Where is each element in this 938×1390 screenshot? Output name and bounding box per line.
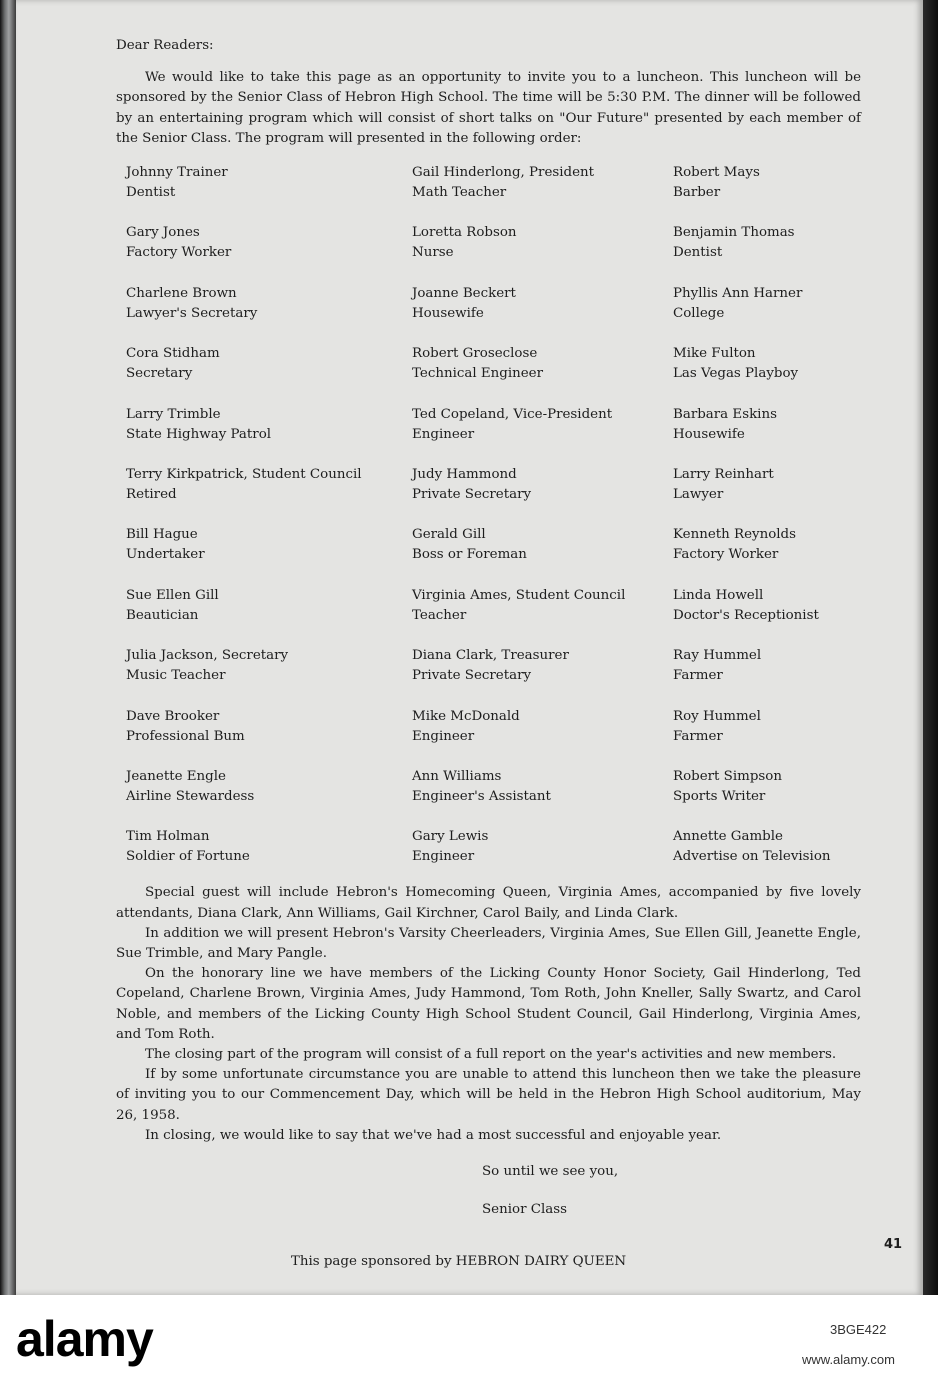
yearbook-page: [16, 0, 923, 1295]
roster-name: Judy Hammond: [412, 466, 517, 482]
book-spine-edge: [0, 0, 16, 1295]
letter-body: [116, 36, 861, 1269]
roster-name: Julia Jackson, Secretary: [126, 648, 289, 664]
roster-entry: [126, 646, 412, 686]
roster-entry: [126, 163, 412, 203]
roster-entry: [673, 525, 863, 565]
roster-name: Robert Simpson: [673, 768, 782, 784]
roster-role: College: [673, 305, 725, 321]
roster-entry: [673, 163, 863, 203]
roster-role: Engineer's Assistant: [412, 788, 551, 804]
program-roster: [126, 163, 861, 867]
roster-role: Nurse: [412, 245, 454, 261]
roster-entry: [126, 465, 412, 505]
roster-name: Cora Stidham: [126, 346, 220, 362]
roster-name: Charlene Brown: [126, 285, 237, 301]
roster-entry: [412, 405, 673, 445]
roster-name: Gary Lewis: [412, 829, 489, 845]
sponsor-line: This page sponsored by HEBRON DAIRY QUEEN: [290, 1254, 627, 1269]
roster-entry: [412, 767, 673, 807]
roster-role: Lawyer: [673, 486, 724, 502]
roster-role: Dentist: [673, 245, 723, 261]
roster-role: Doctor's Receptionist: [673, 607, 819, 623]
roster-role: Factory Worker: [126, 245, 232, 261]
roster-entry: [412, 707, 673, 747]
roster-role: Airline Stewardess: [126, 788, 255, 804]
commencement-paragraph: If by some unfortunate circumstance you are unable to attend this luncheon then we take the pleasure of inviting you to our Commencement Day, which will be held in the Hebron High School auditorium, May 26, 1958.: [116, 1067, 861, 1123]
stock-logo: alamy: [16, 1311, 153, 1367]
closing-program-paragraph: The closing part of the program will consist of a full report on the year's activities and new members.: [145, 1046, 837, 1062]
roster-entry: [412, 646, 673, 686]
intro-paragraph: We would like to take this page as an opportunity to invite you to a luncheon. This luncheon will be sponsored by the Senior Class of Hebron High School. The time will be 5:30 P.M. The dinner will be followed by an entertaining program which will consist of short talks on "Our Future" presented by each member of the Senior Class. The program will presented in the following order:: [116, 70, 861, 146]
roster-role: Math Teacher: [412, 185, 507, 201]
image-id: 3BGE422: [830, 1322, 887, 1337]
roster-entry: [673, 223, 863, 263]
roster-name: Gail Hinderlong, President: [412, 165, 595, 181]
roster-name: Phyllis Ann Harner: [673, 285, 803, 301]
page-edge-shadow: [923, 0, 938, 1295]
roster-role: Factory Worker: [673, 547, 779, 563]
stock-url: www.alamy.com: [802, 1352, 895, 1367]
roster-name: Virginia Ames, Student Council: [412, 587, 626, 603]
roster-role: Housewife: [412, 305, 484, 321]
roster-name: Bill Hague: [126, 527, 198, 543]
roster-name: Linda Howell: [673, 587, 764, 603]
roster-name: Robert Mays: [673, 165, 760, 181]
roster-entry: [412, 525, 673, 565]
roster-role: Professional Bum: [126, 728, 245, 744]
roster-role: State Highway Patrol: [126, 426, 272, 442]
roster-entry: [412, 586, 673, 626]
roster-entry: [673, 344, 863, 384]
roster-entry: [412, 284, 673, 324]
roster-role: Sports Writer: [673, 788, 766, 804]
roster-role: Housewife: [673, 426, 745, 442]
roster-role: Undertaker: [126, 547, 205, 563]
roster-entry: [673, 465, 863, 505]
roster-role: Secretary: [126, 366, 193, 382]
roster-name: Mike Fulton: [673, 346, 756, 362]
roster-name: Larry Reinhart: [673, 466, 774, 482]
roster-name: Diana Clark, Treasurer: [412, 648, 569, 664]
roster-entry: [412, 465, 673, 505]
roster-name: Larry Trimble: [126, 406, 221, 422]
roster-role: Technical Engineer: [412, 366, 543, 382]
roster-role: Lawyer's Secretary: [126, 305, 258, 321]
roster-name: Barbara Eskins: [673, 406, 777, 422]
roster-name: Kenneth Reynolds: [673, 527, 796, 543]
roster-role: Barber: [673, 185, 721, 201]
roster-name: Ray Hummel: [673, 648, 762, 664]
signoff: So until we see you,: [482, 1163, 619, 1179]
roster-role: Soldier of Fortune: [126, 849, 250, 865]
roster-role: Boss or Foreman: [412, 547, 527, 563]
roster-name: Tim Holman: [126, 829, 210, 845]
cheerleaders-paragraph: In addition we will present Hebron's Varsity Cheerleaders, Virginia Ames, Sue Ellen Gill, Jeanette Engle, Sue Trimble, and Mary Pangle.: [116, 925, 861, 961]
roster-name: Sue Ellen Gill: [126, 587, 219, 603]
roster-role: Dentist: [126, 185, 176, 201]
roster-entry: [412, 827, 673, 867]
roster-entry: [673, 707, 863, 747]
roster-role: Engineer: [412, 849, 475, 865]
page-number: 41: [884, 1237, 903, 1252]
roster-role: Farmer: [673, 668, 723, 684]
roster-entry: [412, 163, 673, 203]
signature: Senior Class: [482, 1202, 567, 1218]
roster-entry: [126, 405, 412, 445]
roster-entry: [126, 586, 412, 626]
roster-name: Dave Brooker: [126, 708, 220, 724]
roster-role: Private Secretary: [412, 486, 532, 502]
roster-name: Benjamin Thomas: [673, 225, 795, 241]
roster-role: Retired: [126, 486, 177, 502]
roster-name: Robert Groseclose: [412, 346, 538, 362]
roster-role: Teacher: [412, 607, 467, 623]
roster-entry: [673, 586, 863, 626]
roster-role: Engineer: [412, 728, 475, 744]
roster-entry: [126, 827, 412, 867]
roster-entry: [126, 284, 412, 324]
roster-role: Music Teacher: [126, 668, 226, 684]
roster-name: Joanne Beckert: [412, 285, 516, 301]
roster-role: Beautician: [126, 607, 199, 623]
roster-role: Las Vegas Playboy: [673, 366, 799, 382]
roster-entry: [673, 767, 863, 807]
closing-block: [482, 1162, 861, 1220]
roster-role: Private Secretary: [412, 668, 532, 684]
final-paragraph: In closing, we would like to say that we've had a most successful and enjoyable year.: [145, 1127, 722, 1143]
homecoming-paragraph: Special guest will include Hebron's Homecoming Queen, Virginia Ames, accompanied by five lovely attendants, Diana Clark, Ann Williams, Gail Kirchner, Carol Baily, and Linda Clark.: [116, 885, 861, 921]
roster-name: Roy Hummel: [673, 708, 761, 724]
salutation: Dear Readers:: [116, 38, 214, 53]
roster-name: Loretta Robson: [412, 225, 517, 241]
roster-name: Gary Jones: [126, 225, 200, 241]
roster-entry: [412, 223, 673, 263]
roster-entry: [673, 405, 863, 445]
roster-role: Advertise on Television: [673, 849, 831, 865]
roster-entry: [673, 284, 863, 324]
roster-role: Engineer: [412, 426, 475, 442]
roster-name: Ann Williams: [412, 768, 502, 784]
roster-entry: [673, 646, 863, 686]
roster-name: Ted Copeland, Vice-President: [412, 406, 613, 422]
roster-name: Mike McDonald: [412, 708, 520, 724]
roster-entry: [126, 344, 412, 384]
roster-entry: [673, 827, 863, 867]
roster-name: Annette Gamble: [673, 829, 783, 845]
roster-entry: [126, 707, 412, 747]
roster-name: Terry Kirkpatrick, Student Council: [126, 466, 362, 482]
roster-name: Gerald Gill: [412, 527, 486, 543]
roster-entry: [126, 525, 412, 565]
roster-entry: [126, 223, 412, 263]
roster-name: Jeanette Engle: [126, 768, 226, 784]
roster-entry: [412, 344, 673, 384]
roster-entry: [126, 767, 412, 807]
roster-name: Johnny Trainer: [126, 165, 228, 181]
roster-role: Farmer: [673, 728, 723, 744]
honor-society-paragraph: On the honorary line we have members of the Licking County Honor Society, Gail Hinderlong, Ted Copeland, Charlene Brown, Virginia Ames, Judy Hammond, Tom Roth, John Kneller, Sally Swartz, and Carol Noble, and members of the Licking County High School Student Council, Gail Hinderlong, Virginia Ames, and Tom Roth.: [116, 966, 861, 1042]
